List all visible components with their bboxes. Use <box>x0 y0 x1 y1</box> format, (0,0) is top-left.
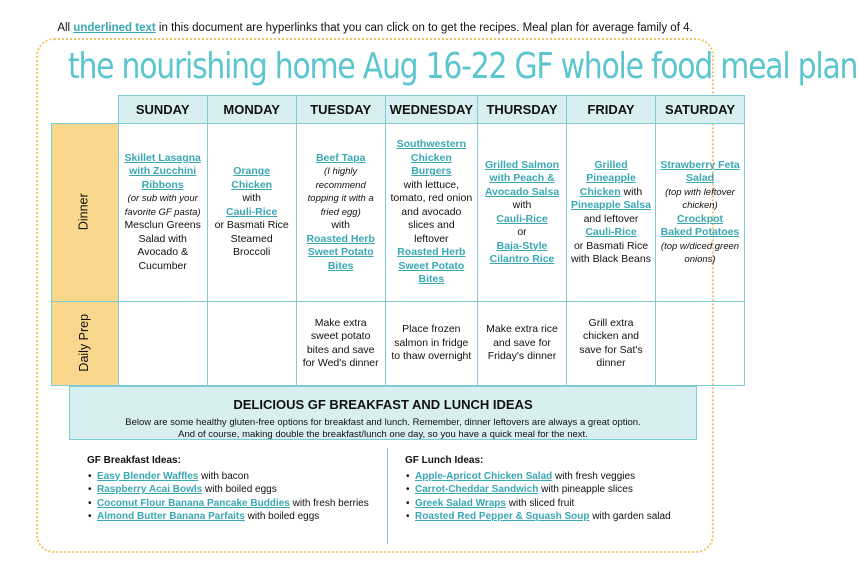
lunch-list <box>405 470 705 524</box>
dinner-wednesday: Southwestern Chicken Burgers with lettuce, tomato, red onion and avocado slices and leftover Roasted Herb Sweet Potato Bites <box>385 124 477 302</box>
recipe-link[interactable]: Coconut Flour Banana Pancake Buddies <box>97 497 290 509</box>
day-header-saturday: SATURDAY <box>656 96 745 124</box>
prep-friday: Grill extra chicken and save for Sat's dinner <box>567 302 656 386</box>
dinner-note: (I highly recommend topping it with a fried egg) <box>307 166 374 218</box>
recipe-link[interactable]: Roasted Red Pepper & Squash Soup <box>415 511 590 522</box>
day-header-sunday: SUNDAY <box>118 96 207 124</box>
ideas-description: Below are some healthy gluten-free options for breakfast and lunch. Remember, dinner leftovers are always a great option. And of course, making double the breakfast/lunch one day, so you have a quick meal for the next. <box>125 417 641 440</box>
recipe-link[interactable]: Crockpot Baked Potatoes <box>660 212 740 238</box>
recipe-link[interactable]: Southwestern Chicken Burgers <box>396 138 467 178</box>
prep-monday <box>207 302 296 386</box>
recipe-link[interactable]: Grilled Salmon with Peach & Avocado Salsa <box>484 158 560 198</box>
prep-thursday: Make extra rice and save for Friday's dinner <box>478 302 567 386</box>
recipe-link[interactable]: Beef Tapa <box>315 151 366 164</box>
list-item: • Carrot-Cheddar Sandwich with pineapple slices <box>415 483 705 497</box>
recipe-link[interactable]: Orange Chicken <box>231 165 273 191</box>
recipe-link[interactable]: Apple-Apricot Chicken Salad <box>415 470 553 482</box>
recipe-link[interactable]: Baja-Style Cilantro Rice <box>489 239 555 265</box>
meal-plan-table <box>51 95 745 386</box>
list-item: • Greek Salad Wraps with sliced fruit <box>415 497 705 511</box>
recipe-link[interactable]: Greek Salad Wraps <box>415 497 506 509</box>
recipe-link[interactable]: Easy Blender Waffles <box>97 470 199 482</box>
lunch-ideas <box>405 454 705 524</box>
list-item: • Easy Blender Waffles with bacon <box>97 470 387 484</box>
recipe-link[interactable]: Grilled Pineapple Chicken <box>579 158 636 198</box>
underlined-text-link[interactable]: underlined text <box>73 22 156 34</box>
prep-sunday <box>118 302 207 386</box>
recipe-link[interactable]: Roasted Herb Sweet Potato Bites <box>306 232 375 272</box>
dinner-monday: Orange Chicken with Cauli-Rice or Basmati Rice Steamed Broccoli <box>207 124 296 302</box>
dinner-note: (top with leftover chicken) <box>665 186 735 211</box>
list-item: • Apple-Apricot Chicken Salad with fresh veggies <box>415 470 705 484</box>
top-note: All underlined text in this document are hyperlinks that you can click on to get the recipes. Meal plan for average family of 4. <box>57 22 693 34</box>
list-item: • Almond Butter Banana Parfaits with boiled eggs <box>97 510 387 524</box>
breakfast-ideas <box>87 454 387 524</box>
prep-saturday <box>656 302 745 386</box>
recipe-link[interactable]: Almond Butter Banana Parfaits <box>97 511 245 522</box>
breakfast-list <box>87 470 387 524</box>
day-header-wednesday: WEDNESDAY <box>385 96 477 124</box>
day-header-friday: FRIDAY <box>567 96 656 124</box>
list-item: • Raspberry Acai Bowls with boiled eggs <box>97 483 387 497</box>
row-label-daily-prep: Daily Prep <box>52 302 119 386</box>
recipe-link[interactable]: Cauli-Rice <box>496 212 548 225</box>
recipe-link[interactable]: Cauli-Rice <box>585 226 637 238</box>
column-divider <box>387 448 388 544</box>
day-header-monday: MONDAY <box>207 96 296 124</box>
dinner-note: (top w/diced green onions) <box>660 240 740 265</box>
recipe-link[interactable]: Skillet Lasagna with Zucchini Ribbons <box>124 151 201 191</box>
day-header-thursday: THURSDAY <box>478 96 567 124</box>
page-title: the nourishing home Aug 16-22 GF whole food meal plan <box>68 46 857 87</box>
breakfast-heading: GF Breakfast Ideas: <box>87 455 181 466</box>
recipe-link[interactable]: Raspberry Acai Bowls <box>97 484 203 495</box>
day-header-tuesday: TUESDAY <box>296 96 385 124</box>
dinner-tuesday: Beef Tapa (I highly recommend topping it with a fried egg) with Roasted Herb Sweet Potato Bites <box>296 124 385 302</box>
ideas-section <box>69 386 697 550</box>
dinner-sunday <box>118 124 207 302</box>
lunch-heading: GF Lunch Ideas: <box>405 455 484 466</box>
dinner-text: Mesclun Greens Salad with Avocado & Cucumber <box>124 219 201 272</box>
ideas-header <box>69 386 697 440</box>
ideas-title: DELICIOUS GF BREAKFAST AND LUNCH IDEAS <box>233 397 533 412</box>
recipe-link[interactable]: Pineapple Salsa <box>571 199 651 211</box>
dinner-saturday <box>656 124 745 302</box>
table-corner <box>52 96 119 124</box>
dinner-note: (or sub with your favorite GF pasta) <box>124 193 201 218</box>
recipe-link[interactable]: Strawberry Feta Salad <box>660 158 740 184</box>
list-item: • Roasted Red Pepper & Squash Soup with garden salad <box>415 510 705 524</box>
dinner-friday: Grilled Pineapple Chicken with Pineapple Salsa and leftover Cauli-Rice or Basmati Rice with Black Beans <box>567 124 656 302</box>
row-label-dinner: Dinner <box>52 124 119 302</box>
prep-tuesday: Make extra sweet potato bites and save for Wed's dinner <box>296 302 385 386</box>
prep-wednesday: Place frozen salmon in fridge to thaw overnight <box>385 302 477 386</box>
recipe-link[interactable]: Cauli-Rice <box>225 205 278 218</box>
recipe-link[interactable]: Carrot-Cheddar Sandwich <box>415 484 539 495</box>
recipe-link[interactable]: Roasted Herb Sweet Potato Bites <box>397 246 466 286</box>
list-item: • Coconut Flour Banana Pancake Buddies with fresh berries <box>97 497 387 511</box>
dinner-thursday: Grilled Salmon with Peach & Avocado Salsa with Cauli-Rice or Baja-Style Cilantro Rice <box>478 124 567 302</box>
